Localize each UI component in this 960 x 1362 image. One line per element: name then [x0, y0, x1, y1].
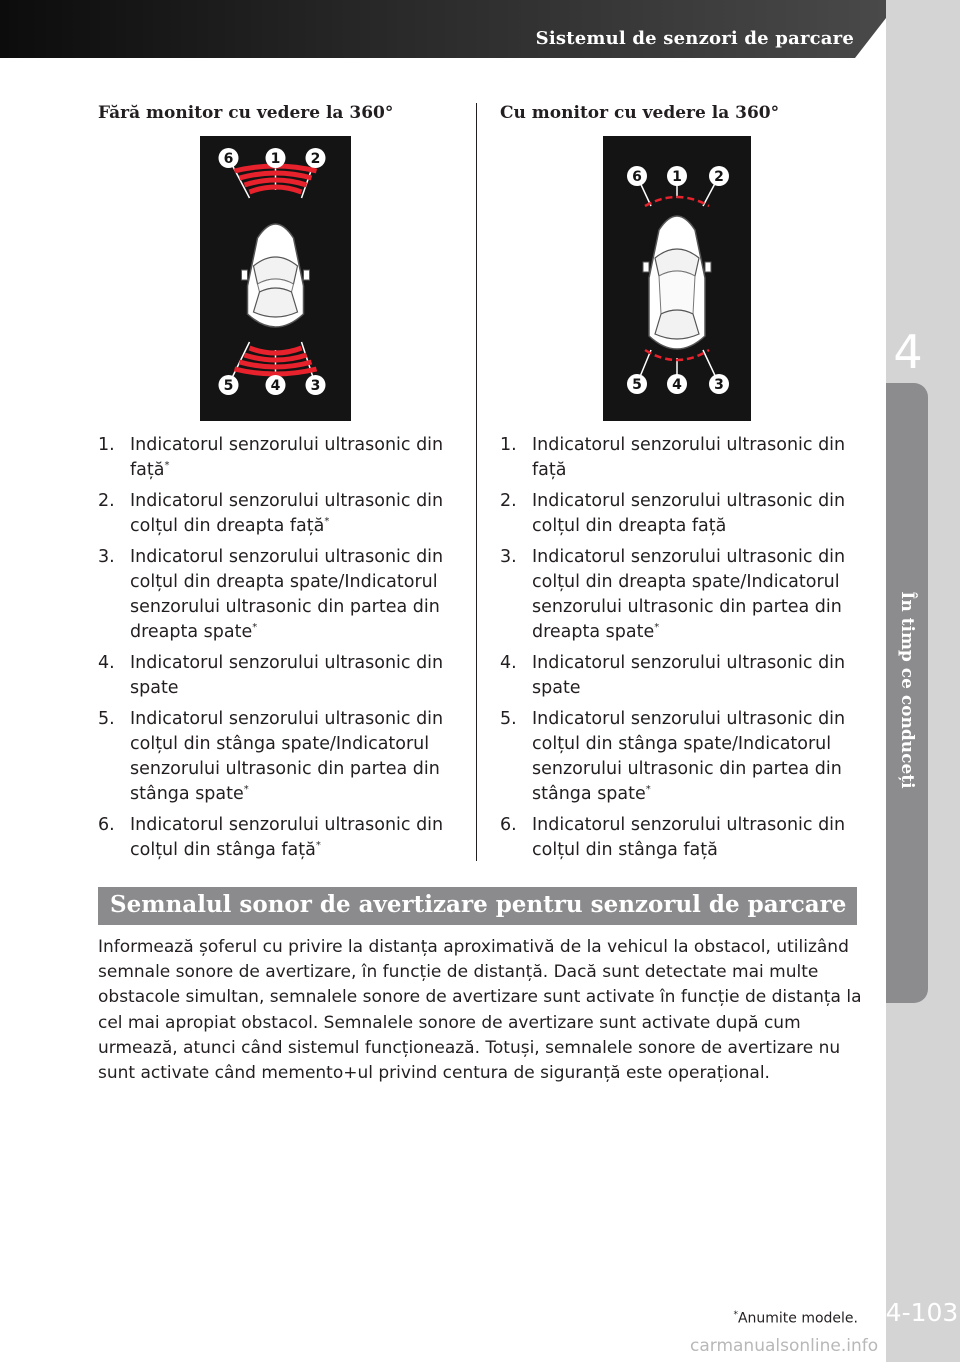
- rear-callout-5-label: 5: [223, 378, 234, 394]
- list-item-number: 1.: [98, 435, 115, 455]
- left-mirror: [242, 270, 248, 280]
- list-item: [98, 707, 468, 807]
- list-item-text: Indicatorul senzorului ultrasonic din față: [130, 435, 444, 480]
- list-item-number: 6.: [500, 815, 517, 835]
- right-indicator-list: [500, 433, 870, 869]
- footnote: [733, 1310, 858, 1327]
- page-number: 4-103: [885, 1298, 959, 1327]
- section-body: Informează șoferul cu privire la distanța aproximativă de la vehicul la obstacol, utilizând semnale sonore de avertizare, în funcție de distanță. Dacă sunt detectate mai multe obstacole simultan, semnalele sonore de avertizare sunt activate în funcție de distanța la cel mai apropiat obstacol. Semnalele sonore de avertizare sunt activate după cum urmează, atunci când sistemul funcționează. Totuși, semnalele sonore de avertizare nu sunt activate când memento+ul privind centura de siguranță este operațional.: [98, 937, 862, 1084]
- left-column-title: Fără monitor cu vedere la 360°: [98, 103, 394, 123]
- list-item: [500, 545, 870, 645]
- front-callout-6-label: 6: [632, 169, 642, 185]
- list-item: [500, 489, 870, 539]
- front-callout-2-label: 2: [714, 169, 724, 185]
- list-item-number: 2.: [500, 491, 517, 511]
- left-indicator-list: [98, 433, 468, 869]
- front-callout-2-label: 2: [310, 151, 321, 167]
- column-divider: [476, 103, 477, 861]
- list-item-text: Indicatorul senzorului ultrasonic din colțul din stânga față: [532, 815, 846, 860]
- list-item-text: Indicatorul senzorului ultrasonic din față: [532, 435, 846, 480]
- right-mirror: [304, 270, 310, 280]
- rear-callout-4-label: 4: [270, 378, 281, 394]
- diagram-svg: [603, 136, 751, 421]
- rear-indicator-bar: [250, 348, 302, 353]
- front-callout-1-label: 1: [672, 169, 682, 185]
- list-item: [500, 433, 870, 483]
- rear-callout-5-label: 5: [632, 377, 642, 393]
- right-column-title: Cu monitor cu vedere la 360°: [500, 103, 780, 123]
- list-item-number: 5.: [500, 709, 517, 729]
- chapter-title: În timp ce conduceți: [897, 591, 917, 789]
- rear-window: [655, 310, 699, 339]
- model-asterisk: *: [645, 784, 651, 796]
- chapter-number: 4: [893, 325, 923, 379]
- list-item-number: 2.: [98, 491, 115, 511]
- footnote-text: Anumite modele.: [737, 1310, 858, 1327]
- front-callout-6-label: 6: [223, 151, 234, 167]
- list-item-text: Indicatorul senzorului ultrasonic din colțul din stânga spate/Indicatorul senzorului ultrasonic din partea din stânga spate: [532, 709, 846, 804]
- front-callout-1-label: 1: [270, 151, 281, 167]
- model-asterisk: *: [243, 784, 249, 796]
- rear-callout-3-label: 3: [714, 377, 724, 393]
- list-item-number: 3.: [98, 547, 115, 567]
- section-heading-bar: [98, 887, 857, 925]
- rear-window: [254, 288, 298, 317]
- model-asterisk: *: [252, 622, 258, 634]
- list-item: [98, 813, 468, 863]
- list-item: [500, 651, 870, 701]
- model-asterisk: *: [164, 460, 170, 472]
- list-item-text: Indicatorul senzorului ultrasonic din spate: [532, 653, 846, 698]
- car-roof: [659, 271, 695, 314]
- list-item-number: 4.: [500, 653, 517, 673]
- list-item-number: 6.: [98, 815, 115, 835]
- left-mirror: [643, 262, 649, 272]
- list-item: [98, 651, 468, 701]
- model-asterisk: *: [315, 840, 321, 852]
- list-item-text: Indicatorul senzorului ultrasonic din colțul din dreapta spate/Indicatorul senzorului ultrasonic din partea din dreapta spate: [130, 547, 444, 642]
- watermark: carmanualsonline.info: [690, 1336, 879, 1356]
- list-item-text: Indicatorul senzorului ultrasonic din colțul din dreapta față: [130, 491, 444, 536]
- diagram-svg: [200, 136, 351, 421]
- model-asterisk: *: [324, 516, 330, 528]
- list-item: [98, 545, 468, 645]
- model-asterisk: *: [654, 622, 660, 634]
- list-item-text: Indicatorul senzorului ultrasonic din colțul din stânga față: [130, 815, 444, 860]
- front-indicator-arc: [645, 197, 709, 206]
- list-item-number: 1.: [500, 435, 517, 455]
- rear-callout-4-label: 4: [672, 377, 682, 393]
- list-item-text: Indicatorul senzorului ultrasonic din colțul din dreapta față: [532, 491, 846, 536]
- list-item-number: 3.: [500, 547, 517, 567]
- sensor-diagram-with-360: [603, 136, 751, 421]
- right-mirror: [705, 262, 711, 272]
- list-item-text: Indicatorul senzorului ultrasonic din spate: [130, 653, 444, 698]
- section-heading: Semnalul sonor de avertizare pentru senzorul de parcare: [110, 891, 847, 918]
- front-indicator-bar: [250, 187, 302, 192]
- list-item-number: 5.: [98, 709, 115, 729]
- rear-callout-3-label: 3: [310, 378, 321, 394]
- running-header: Sistemul de senzori de parcare: [535, 28, 854, 49]
- list-item: [500, 707, 870, 807]
- list-item: [98, 433, 468, 483]
- list-item-number: 4.: [98, 653, 115, 673]
- list-item-text: Indicatorul senzorului ultrasonic din colțul din dreapta spate/Indicatorul senzorului ultrasonic din partea din dreapta spate: [532, 547, 846, 642]
- list-item: [98, 489, 468, 539]
- list-item: [500, 813, 870, 863]
- footnote-mark: *: [733, 1310, 738, 1320]
- list-item-text: Indicatorul senzorului ultrasonic din colțul din stânga spate/Indicatorul senzorului ultrasonic din partea din stânga spate: [130, 709, 444, 804]
- sensor-diagram-no-360: [200, 136, 351, 421]
